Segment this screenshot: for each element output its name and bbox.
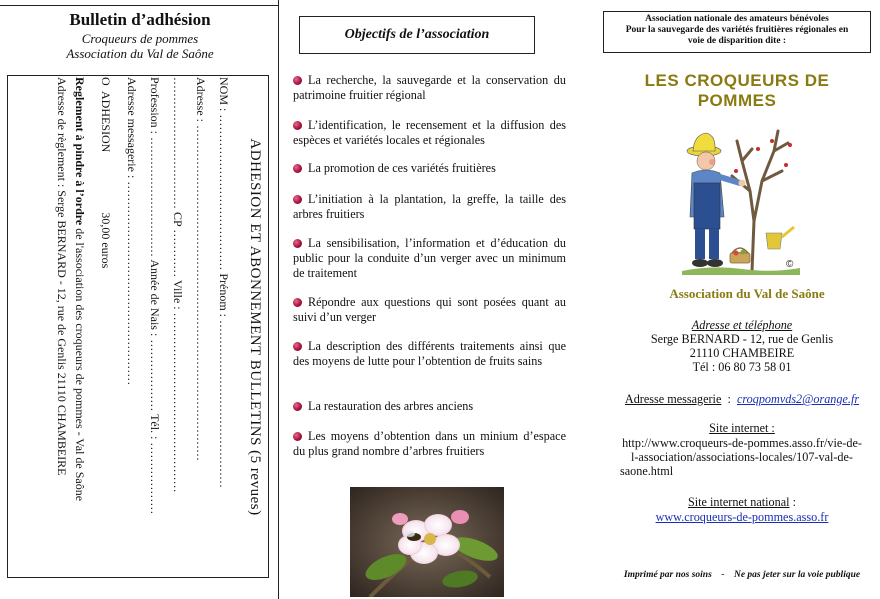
- site-label: Site internet :: [709, 421, 775, 435]
- bullet-icon: [293, 342, 302, 351]
- local-association-name: Association du Val de Saône: [669, 286, 825, 301]
- email-link[interactable]: croqpomvds2@orange.fr: [736, 392, 860, 406]
- email-label: Adresse messagerie: [624, 392, 722, 406]
- objective-item: La promotion de ces variétés fruitières: [293, 161, 566, 176]
- copyright-mark: ©: [786, 259, 794, 270]
- footer-note: Imprimé par nos soins - Ne pas jeter sur la voie publique: [623, 570, 861, 580]
- national-line-3: voie de disparition dite :: [687, 36, 787, 46]
- main-title: LES CROQUEURS DE POMMES: [644, 71, 830, 110]
- contact-city: 21110 CHAMBEIRE: [689, 346, 795, 360]
- bulletin-subtitle-2: Association du Val de Saône: [66, 46, 214, 61]
- bullet-icon: [293, 432, 302, 441]
- form-line-adhesion: O ADHESION 30,00 euros: [99, 77, 113, 269]
- objective-item: L’initiation à la plantation, la greffe, la taille des arbres fruitiers: [293, 192, 566, 221]
- bulletin-title: Bulletin d’adhésion: [69, 10, 211, 29]
- objectives-title: Objectifs de l’association: [344, 27, 490, 42]
- fold-line: [278, 0, 279, 599]
- objective-item: La restauration des arbres anciens: [293, 399, 566, 414]
- form-line-messagerie: Adresse messagerie : ……………………………………………: [125, 77, 139, 386]
- farmer-illustration: [682, 121, 800, 275]
- form-line-profession: Profession : ………………………… Année de Nais : ……………… Tél. : ………………: [148, 77, 162, 515]
- reglement-text: de l'association des croqueurs de pommes - Val de Saône: [73, 225, 87, 502]
- national-site-label-line: Site internet national :: [688, 495, 796, 509]
- bullet-icon: [293, 121, 302, 130]
- national-association-box: [603, 11, 871, 53]
- objective-item: Les moyens d’obtention dans un minium d’espace du plus grand nombre d’arbres fruitiers: [293, 429, 566, 458]
- contact-name: Serge BERNARD - 12, rue de Genlis: [650, 332, 834, 346]
- form-line-cp-ville: …………………………… CP ………… Ville : ………………………………………: [171, 77, 185, 493]
- national-line-1: Association nationale des amateurs bénévoles: [645, 14, 829, 24]
- contact-heading: Adresse et téléphone: [691, 318, 793, 332]
- objectives-title-box: [299, 16, 535, 54]
- site-url-line-2[interactable]: l-association/associations-locales/107-val-de-: [630, 450, 853, 464]
- objective-item: L’identification, le recensement et la diffusion des espèces et variétés locales et régionales: [293, 118, 566, 147]
- national-site-line: [603, 510, 880, 524]
- form-line-adresse: Adresse : …………………………………………………………………………: [194, 77, 208, 461]
- form-heading: ADHESION ET ABONNEMENT BULLETINS (5 revues): [247, 138, 263, 516]
- site-url-line-3[interactable]: saone.html: [620, 464, 674, 478]
- bullet-icon: [293, 298, 302, 307]
- top-rule: [0, 5, 278, 6]
- contact-phone: Tél : 06 80 73 58 01: [692, 360, 792, 374]
- form-line-adresse-reglement: Adresse de règlement : Serge BERNARD - 12, rue de Genlis 21110 CHAMBEIRE: [55, 77, 69, 476]
- reglement-bold: Reglement à pindre à l’ordre: [73, 77, 87, 226]
- objective-item: La recherche, la sauvegarde et la conservation du patrimoine fruitier régional: [293, 73, 566, 102]
- objective-item: La sensibilisation, l’information et d’éducation du public pour la conduite d’un verger avec un minimum de traitement: [293, 236, 566, 280]
- form-line-nom: NOM : ………………………………… Prénom : ……………………………………: [217, 77, 231, 488]
- objective-item: La description des différents traitements ainsi que des moyens de lutte pour l’obtention de fruits sains: [293, 339, 566, 368]
- apple-blossom-photo: [350, 487, 504, 597]
- objective-item: Répondre aux questions qui sont posées quant au suivi d’un verger: [293, 295, 566, 324]
- national-site-link[interactable]: www.croqueurs-de-pommes.asso.fr: [655, 510, 829, 524]
- form-line-reglement: [72, 77, 87, 577]
- site-url-line-1[interactable]: http://www.croqueurs-de-pommes.asso.fr/vie-de-: [622, 436, 862, 450]
- bullet-icon: [293, 402, 302, 411]
- bullet-icon: [293, 239, 302, 248]
- bullet-icon: [293, 76, 302, 85]
- bulletin-subtitle-1: Croqueurs de pommes: [81, 31, 199, 46]
- bullet-icon: [293, 164, 302, 173]
- bullet-icon: [293, 195, 302, 204]
- membership-form: [13, 77, 263, 577]
- national-line-2: Pour la sauvegarde des variétés fruitières régionales en: [625, 25, 849, 35]
- email-line: Adresse messagerie : croqpomvds2@orange.fr: [624, 392, 860, 406]
